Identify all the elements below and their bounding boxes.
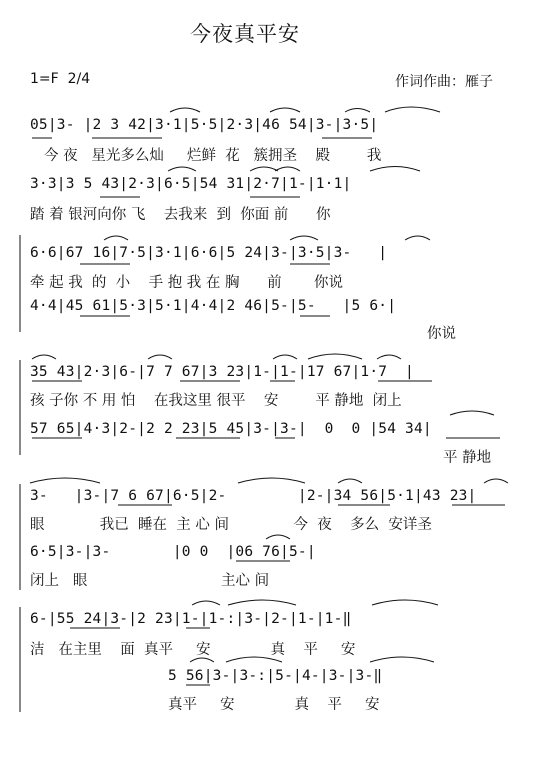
slur-mark: [308, 354, 362, 359]
notation-line-3: 6·6|67 16|7·5|3·1|6·6|5 24|3-|3·5|3- |: [30, 245, 388, 261]
slur-mark: [148, 355, 172, 359]
lyric-line-10: 真平 安 真 平 安: [168, 697, 380, 713]
key-signature: 1=F 2/4: [30, 71, 91, 87]
slur-mark: [484, 479, 508, 483]
slur-mark: [192, 601, 220, 605]
lyric-line-7: 眼 我已 睡在 主 心 间 今 夜 多么 安详圣: [30, 517, 432, 533]
song-title: 今夜真平安: [190, 22, 300, 46]
slur-mark: [270, 108, 300, 112]
notation-line-8: 6·5|3-|3- |0 0 |06 76|5-|: [30, 544, 316, 560]
slur-mark: [385, 107, 440, 112]
slur-mark: [226, 657, 282, 662]
lyric-line-5: 孩 子你 不 用 怕 在我这里 很平 安 平 静地 闭上: [30, 393, 402, 409]
slur-mark: [345, 109, 370, 113]
slur-mark: [370, 657, 434, 662]
slur-mark: [168, 167, 196, 171]
slur-mark: [450, 411, 494, 415]
slur-mark: [238, 478, 305, 483]
slur-mark: [266, 535, 290, 539]
lyric-line-4: 你说: [427, 326, 456, 342]
notation-line-10: 5 56|3-|3-:|5-|4-|3-|3-‖: [168, 668, 383, 684]
slur-mark: [290, 236, 318, 240]
slur-mark: [338, 479, 362, 483]
slur-mark: [104, 236, 128, 240]
slur-mark: [32, 355, 56, 359]
notation-line-4: 4·4|45 61|5·3|5·1|4·4|2 46|5-|5- |5 6·|: [30, 298, 397, 314]
slur-mark: [405, 236, 430, 240]
lyric-line-3: 牵 起 我 的 小 手 抱 我 在 胸 前 你说: [30, 275, 343, 291]
lyric-line-2: 踏 着 银河向你 飞 去我来 到 你面 前 你: [30, 207, 331, 223]
lyric-line-6: 平 静地: [443, 450, 492, 466]
notation-line-1: 05|3- |2 3 42|3·1|5·5|2·3|46 54|3-|3·5|: [30, 117, 379, 133]
lyric-line-1: 今 夜 星光多么灿 烂鲜 花 簇拥圣 殿 我: [44, 148, 382, 164]
author-credit: 作词作曲：雁子: [395, 74, 493, 90]
slur-mark: [372, 600, 438, 605]
slur-mark: [170, 108, 200, 112]
notation-line-7: 3- |3-|7 6 67|6·5|2- |2-|34 56|5·1|43 23|: [30, 488, 477, 504]
slur-mark: [190, 658, 214, 662]
slur-mark: [250, 167, 278, 171]
notation-line-2: 3·3|3 5 43|2·3|6·5|54 31|2·7|1-|1·1|: [30, 176, 352, 192]
slur-mark: [377, 355, 401, 359]
notation-line-5: 35 43|2·3|6-|7 7 67|3 23|1-|1-|17 67|1·7 |: [30, 364, 414, 380]
lyric-line-8: 闭上 眼 主心 间: [30, 573, 270, 589]
slur-mark: [370, 167, 420, 172]
slur-mark: [228, 600, 296, 605]
slur-mark: [275, 167, 300, 171]
lyric-line-9: 洁 在主里 面 真平 安 真 平 安: [30, 642, 356, 658]
slur-mark: [30, 478, 100, 483]
notation-line-9: 6-|55 24|3-|2 23|1-|1-:|3-|2-|1-|1-‖: [30, 611, 352, 627]
slur-mark: [273, 355, 297, 359]
notation-line-6: 57 65|4·3|2-|2 2 23|5 45|3-|3-| 0 0 |54 34|: [30, 421, 432, 437]
